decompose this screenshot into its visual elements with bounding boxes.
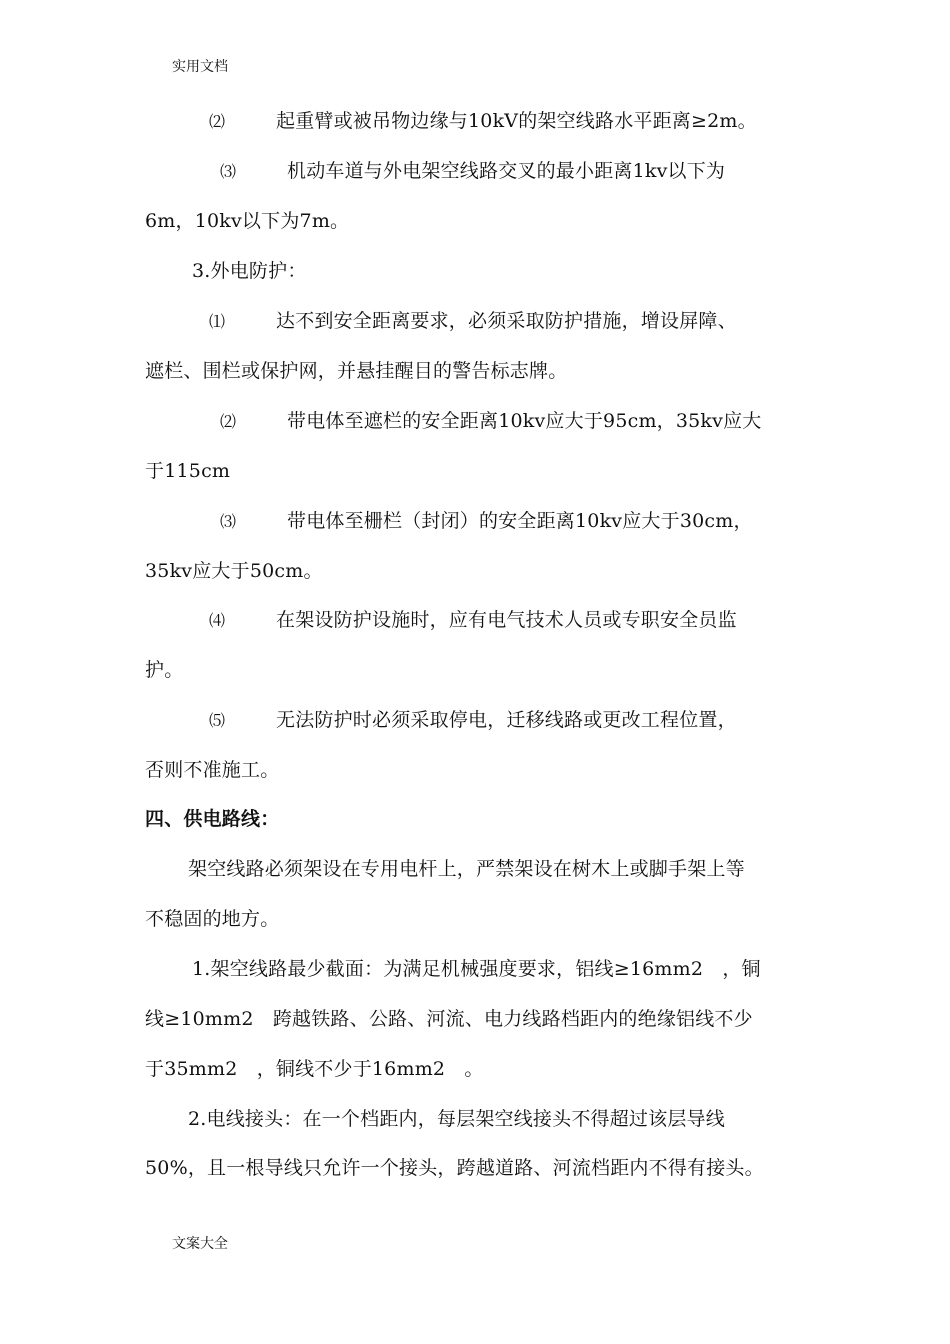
item-marker: ⑸	[209, 711, 226, 730]
line-text: 于115cm	[145, 460, 231, 482]
line-text: 2.电线接头：在一个档距内，每层架空线接头不得超过该层导线	[188, 1108, 725, 1130]
item-marker: ⑷	[209, 611, 226, 630]
line-text: 达不到安全距离要求，必须采取防护措施，增设屏障、	[276, 310, 737, 332]
line-text: 带电体至遮栏的安全距离10kv应大于95cm，35kv应大	[287, 410, 762, 432]
line-text: 于35mm2 ，铜线不少于16mm2 。	[145, 1058, 484, 1080]
item-marker: ⑵	[220, 412, 237, 431]
line-text: 在架设防护设施时，应有电气技术人员或专职安全员监	[276, 609, 737, 631]
line-text: 无法防护时必须采取停电，迁移线路或更改工程位置，	[276, 709, 737, 731]
item-marker: ⑵	[209, 112, 226, 131]
line-text: 架空线路必须架设在专用电杆上，严禁架设在树木上或脚手架上等	[188, 858, 745, 880]
item-marker: ⑴	[209, 312, 226, 331]
page-footer: 文案大全	[172, 1236, 228, 1252]
line-text: 3.外电防护：	[192, 260, 307, 282]
line-text: 带电体至栅栏（封闭）的安全距离10kv应大于30cm，	[287, 510, 753, 532]
line-text: 四、供电路线：	[145, 808, 280, 830]
line-text: 遮栏、围栏或保护网，并悬挂醒目的警告标志牌。	[145, 360, 568, 382]
line-text: 机动车道与外电架空线路交叉的最小距离1kv以下为	[287, 160, 726, 182]
line-text: 线≥10mm2 跨越铁路、公路、河流、电力线路档距内的绝缘铝线不少	[145, 1008, 753, 1030]
line-text: 起重臂或被吊物边缘与10kV的架空线路水平距离≥2m。	[276, 110, 757, 132]
item-marker: ⑶	[220, 162, 237, 181]
line-text: 不稳固的地方。	[145, 908, 280, 930]
line-text: 35kv应大于50cm。	[145, 560, 323, 582]
item-marker: ⑶	[220, 512, 237, 531]
line-text: 50%，且一根导线只允许一个接头，跨越道路、河流档距内不得有接头。	[145, 1157, 764, 1179]
line-text: 1.架空线路最少截面：为满足机械强度要求，铝线≥16mm2 ，铜	[192, 958, 761, 980]
line-text: 否则不准施工。	[145, 759, 280, 781]
line-text: 护。	[145, 659, 184, 681]
page-header: 实用文档	[172, 59, 228, 75]
line-text: 6m，10kv以下为7m。	[145, 210, 350, 232]
